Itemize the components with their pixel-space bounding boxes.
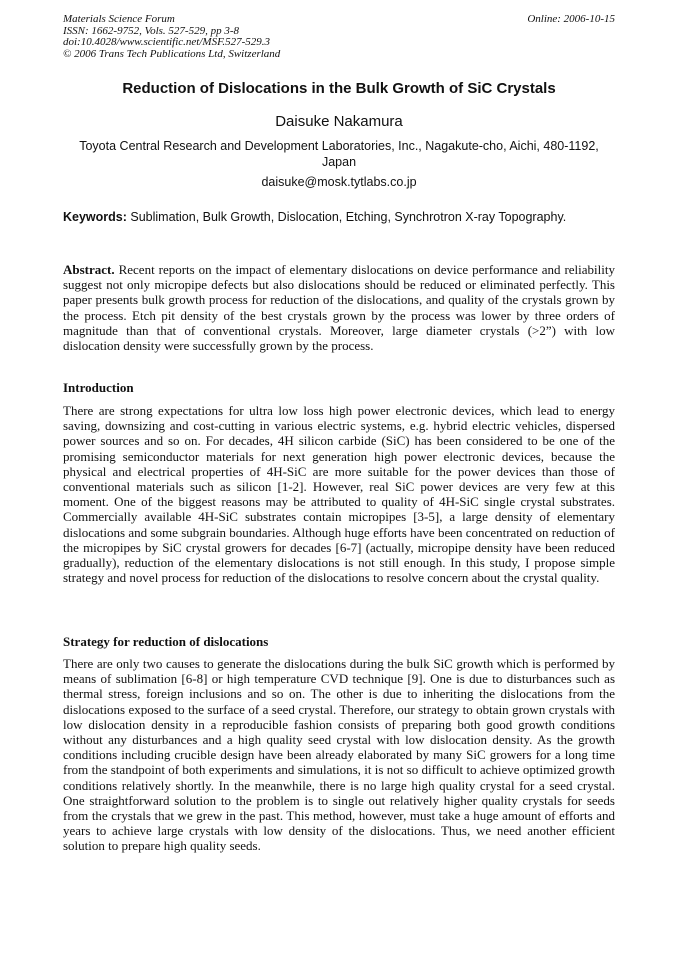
strategy-paragraph: There are only two causes to generate the dislocations during the bulk SiC growth which is performed by means of sublimation [6-8] or high temperature CVD technique [9]. One is due to disturbances such as thermal stress, foreign inclusions and so on. The other is due to inheriting the dislocations from the dislocations exposed to the surface of a seed crystal. Therefore, our strategy to obtain grown crystals with low dislocation density in a reproducible fashion consists of preparing both good growth conditions without any disturbances and a high quality seed crystal with low dislocation density. As the growth conditions including crucible design have been already elaborated by many SiC growers for a long time from the standpoint of both experiments and simulations, it is not so difficult to achieve optimized growth conditions relatively shortly. In the meanwhile, there is no large high quality crystal for a seed crystal. One straightforward solution to the problem is to single out relatively higher quality crystals for seeds from the crystals that we grew in the past. This method, however, must take a huge amount of efforts and years to achieve large crystals with low density of the dislocations. Thus, we need another efficient solution to prepare high quality seeds.: [63, 656, 615, 854]
abstract-label: Abstract.: [63, 262, 115, 277]
keywords-line: [63, 210, 615, 224]
journal-name: Materials Science Forum: [63, 13, 175, 25]
introduction-heading: Introduction: [63, 380, 134, 395]
author-email: daisuke@mosk.tytlabs.co.jp: [261, 175, 417, 189]
paper-title: Reduction of Dislocations in the Bulk Growth of SiC Crystals: [122, 80, 556, 97]
copyright-line: © 2006 Trans Tech Publications Ltd, Switzerland: [63, 47, 281, 60]
keywords-text: Sublimation, Bulk Growth, Dislocation, Etching, Synchrotron X-ray Topography.: [126, 210, 567, 224]
online-date: Online: 2006-10-15: [527, 13, 615, 25]
journal-header: [63, 14, 393, 60]
author-affiliation: Toyota Central Research and Development Laboratories, Inc., Nagakute-cho, Aichi, 480-1192, Japan: [79, 139, 599, 169]
abstract-paragraph: [63, 262, 615, 353]
author-name: Daisuke Nakamura: [275, 113, 403, 130]
strategy-heading: Strategy for reduction of dislocations: [63, 634, 269, 649]
keywords-label: Keywords:: [63, 210, 127, 224]
doi-line: doi:10.4028/www.scientific.net/MSF.527-529.3: [63, 36, 271, 48]
abstract-text: Recent reports on the impact of elementary dislocations on device performance and reliability suggest not only micropipe defects but also dislocations should be reduced or eliminated perfectly. This paper presents bulk growth process for reduction of the dislocations, and quality of the crystals grown by the process. Etch pit density of the best crystals grown by the process was lower by three orders of magnitude than that of conventional crystals. Moreover, large diameter crystals (>2”) with low dislocation density were successfully grown by the process.: [63, 262, 615, 354]
issn-line: ISSN: 1662-9752, Vols. 527-529, pp 3-8: [63, 24, 239, 37]
introduction-paragraph: There are strong expectations for ultra low loss high power electronic devices, which lead to energy saving, downsizing and cost-cutting in various electric systems, e.g. hybrid electric vehicles, dispersed power sources and so on. For decades, 4H silicon carbide (SiC) has been considered to be one of the promising semiconductor materials for next generation high power electronic devices, because the physical and electrical properties of 4H-SiC are more suitable for the power devices than those of conventional materials such as silicon [1-2]. However, real SiC power devices are very few at this moment. One of the biggest reasons may be attributed to quality of 4H-SiC single crystal substrates. Commercially available 4H-SiC substrates contain micropipes [3-5], a large density of elementary dislocations and some subgrain boundaries. Although huge efforts have been concentrated on reduction of the micropipes by SiC crystal growers for decades [6-7] (actually, micropipe density have been reduced gradually), reduction of the elementary dislocations is not still enough. In this study, I propose simple strategy and novel process for reduction of the dislocations to resolve concern about the crystal quality.: [63, 403, 615, 586]
